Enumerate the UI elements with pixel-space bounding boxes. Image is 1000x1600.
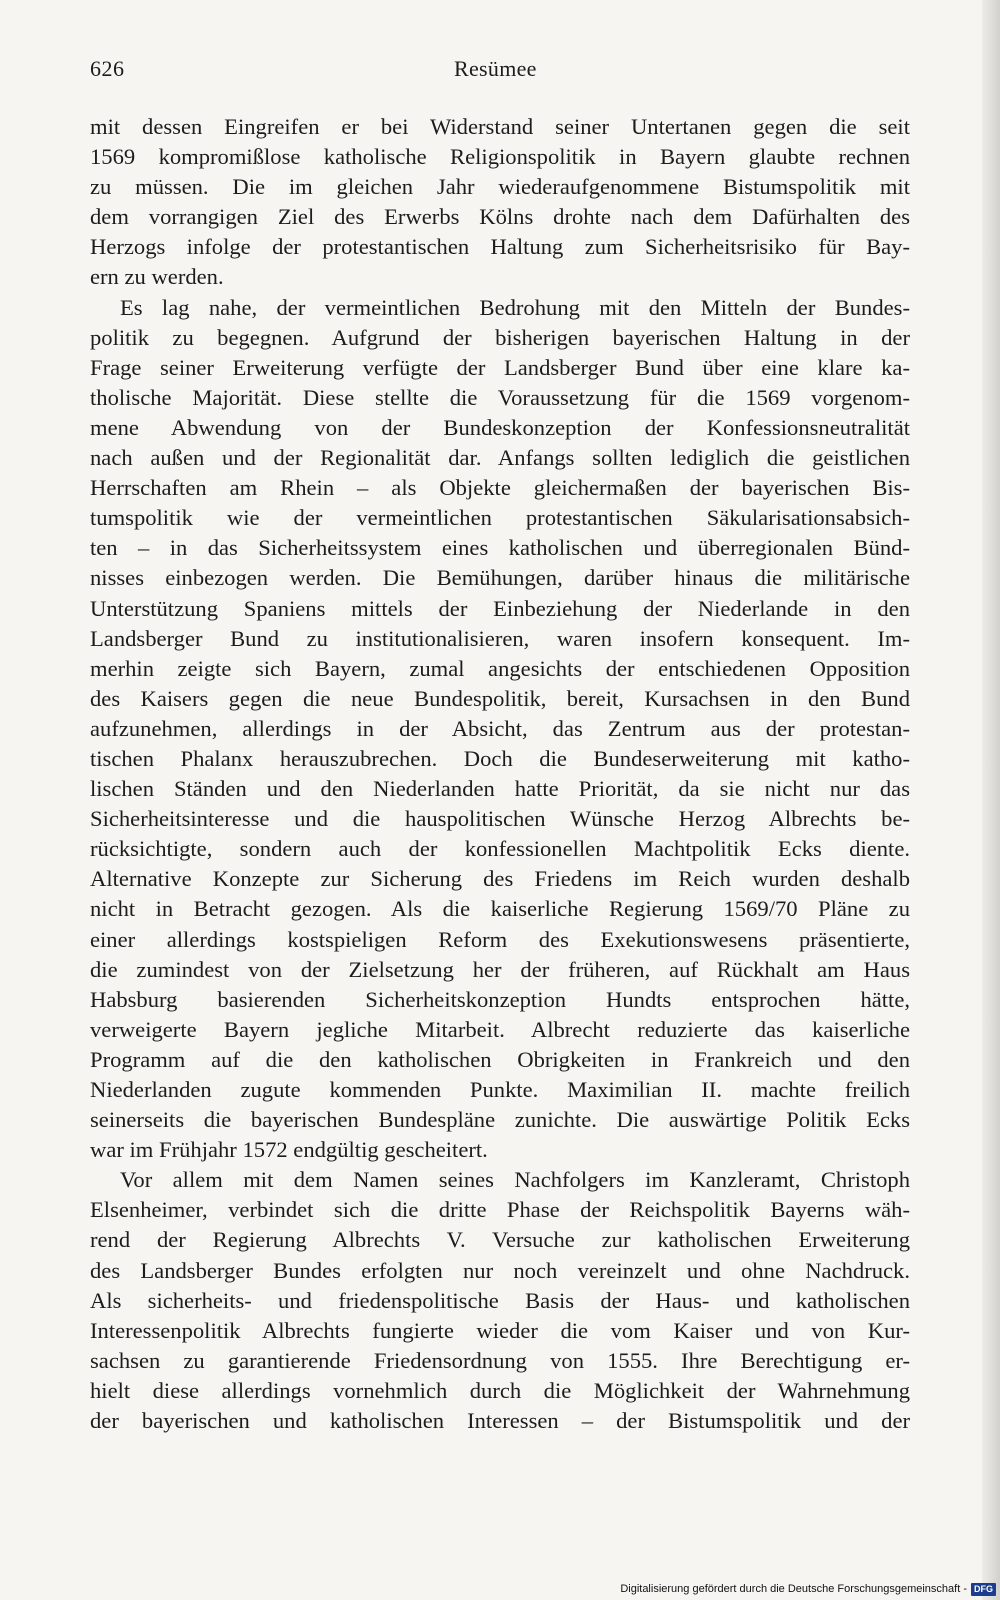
text-line: sachsen zu garantierende Friedensordnung von 1555. Ihre Berechtigung er-: [90, 1347, 910, 1373]
text-line: Landsberger Bund zu institutionalisieren, waren insofern konsequent. Im-: [90, 625, 910, 651]
paragraph: [90, 112, 910, 293]
text-line: seinerseits die bayerischen Bundespläne zunichte. Die auswärtige Politik Ecks: [90, 1107, 910, 1133]
text-line: Programm auf die den katholischen Obrigkeiten in Frankreich und den: [90, 1046, 910, 1072]
text-line: nicht in Betracht gezogen. Als die kaiserliche Regierung 1569/70 Pläne zu: [90, 896, 910, 922]
text-line: rücksichtigte, sondern auch der konfessionellen Machtpolitik Ecks diente.: [90, 836, 910, 862]
text-line: Herzogs infolge der protestantischen Haltung zum Sicherheitsrisiko für Bay-: [90, 234, 910, 260]
text-line: rend der Regierung Albrechts V. Versuche zur katholischen Erweiterung: [90, 1227, 910, 1253]
text-line: ten – in das Sicherheitssystem eines katholischen und überregionalen Bünd-: [90, 535, 910, 561]
text-line: des Kaisers gegen die neue Bundespolitik, bereit, Kursachsen in den Bund: [90, 685, 910, 711]
text-line: hielt diese allerdings vornehmlich durch die Möglichkeit der Wahrnehmung: [90, 1377, 910, 1403]
text-line: politik zu begegnen. Aufgrund der bisherigen bayerischen Haltung in der: [90, 324, 910, 350]
text-line: Es lag nahe, der vermeintlichen Bedrohung mit den Mitteln der Bundes-: [120, 294, 910, 320]
text-line: Habsburg basierenden Sicherheitskonzeption Hundts entsprochen hätte,: [90, 986, 910, 1012]
text-line: dem vorrangigen Ziel des Erwerbs Kölns drohte nach dem Dafürhalten des: [90, 204, 910, 230]
text-line: Unterstützung Spaniens mittels der Einbeziehung der Niederlande in den: [90, 595, 910, 621]
text-line: Interessenpolitik Albrechts fungierte wieder die vom Kaiser und von Kur-: [90, 1317, 910, 1343]
text-line: der bayerischen und katholischen Interessen – der Bistumspolitik und der: [90, 1408, 910, 1434]
paragraph: [90, 293, 910, 1166]
paragraph: [90, 1165, 910, 1436]
text-line: Frage seiner Erweiterung verfügte der Landsberger Bund über eine klare ka-: [90, 354, 910, 380]
text-line: 1569 kompromißlose katholische Religionspolitik in Bayern glaubte rechnen: [90, 144, 910, 170]
text-line: tholische Majorität. Diese stellte die Voraussetzung für die 1569 vorgenom-: [90, 384, 910, 410]
text-line: mit dessen Eingreifen er bei Widerstand seiner Untertanen gegen die seit: [90, 114, 910, 139]
funding-note: Digitalisierung gefördert durch die Deutsche Forschungsgemeinschaft -: [620, 1583, 967, 1595]
text-line: nisses einbezogen werden. Die Bemühungen, darüber hinaus die militärische: [90, 565, 910, 591]
text-line: mene Abwendung von der Bundeskonzeption der Konfessionsneutralität: [90, 414, 910, 440]
text-line: zu müssen. Die im gleichen Jahr wiederaufgenommene Bistumspolitik mit: [90, 174, 910, 200]
text-line: verweigerte Bayern jegliche Mitarbeit. Albrecht reduzierte das kaiserliche: [90, 1016, 910, 1042]
page-number: 626: [90, 56, 125, 81]
running-head: Resümee: [454, 56, 537, 81]
text-line: Herrschaften am Rhein – als Objekte gleichermaßen der bayerischen Bis-: [90, 475, 910, 501]
text-line: Niederlanden zugute kommenden Punkte. Maximilian II. machte freilich: [90, 1077, 910, 1102]
text-line: die zumindest von der Zielsetzung her der früheren, auf Rückhalt am Haus: [90, 956, 910, 982]
text-line: Alternative Konzepte zur Sicherung des Friedens im Reich wurden deshalb: [90, 866, 910, 892]
body-text: [90, 112, 910, 1436]
text-line: Sicherheitsinteresse und die hauspolitischen Wünsche Herzog Albrechts be-: [90, 806, 910, 832]
text-line: des Landsberger Bundes erfolgten nur noch vereinzelt und ohne Nachdruck.: [90, 1257, 910, 1283]
text-line: tumspolitik wie der vermeintlichen protestantischen Säkularisationsabsich-: [90, 505, 910, 531]
text-line: aufzunehmen, allerdings in der Absicht, das Zentrum aus der protestan-: [90, 715, 910, 741]
text-line: merhin zeigte sich Bayern, zumal angesichts der entschiedenen Opposition: [90, 655, 910, 681]
text-line: Vor allem mit dem Namen seines Nachfolgers im Kanzleramt, Christoph: [120, 1167, 910, 1193]
text-line: lischen Ständen und den Niederlanden hatte Priorität, da sie nicht nur das: [90, 776, 910, 802]
text-line: Als sicherheits- und friedenspolitische Basis der Haus- und katholischen: [90, 1287, 910, 1313]
text-line: war im Frühjahr 1572 endgültig gescheitert.: [90, 1137, 488, 1163]
page-edge-shadow: [982, 0, 1000, 1600]
text-line: tischen Phalanx herauszubrechen. Doch die Bundeserweiterung mit katho-: [90, 745, 910, 771]
text-line: einer allerdings kostspieligen Reform des Exekutionswesens präsentierte,: [90, 926, 910, 952]
text-line: ern zu werden.: [90, 264, 224, 290]
dfg-logo: DFG: [971, 1583, 996, 1596]
funding-footer: [620, 1581, 996, 1597]
text-line: Elsenheimer, verbindet sich die dritte Phase der Reichspolitik Bayerns wäh-: [90, 1197, 910, 1223]
text-line: nach außen und der Regionalität dar. Anfangs sollten lediglich die geistlichen: [90, 445, 910, 471]
